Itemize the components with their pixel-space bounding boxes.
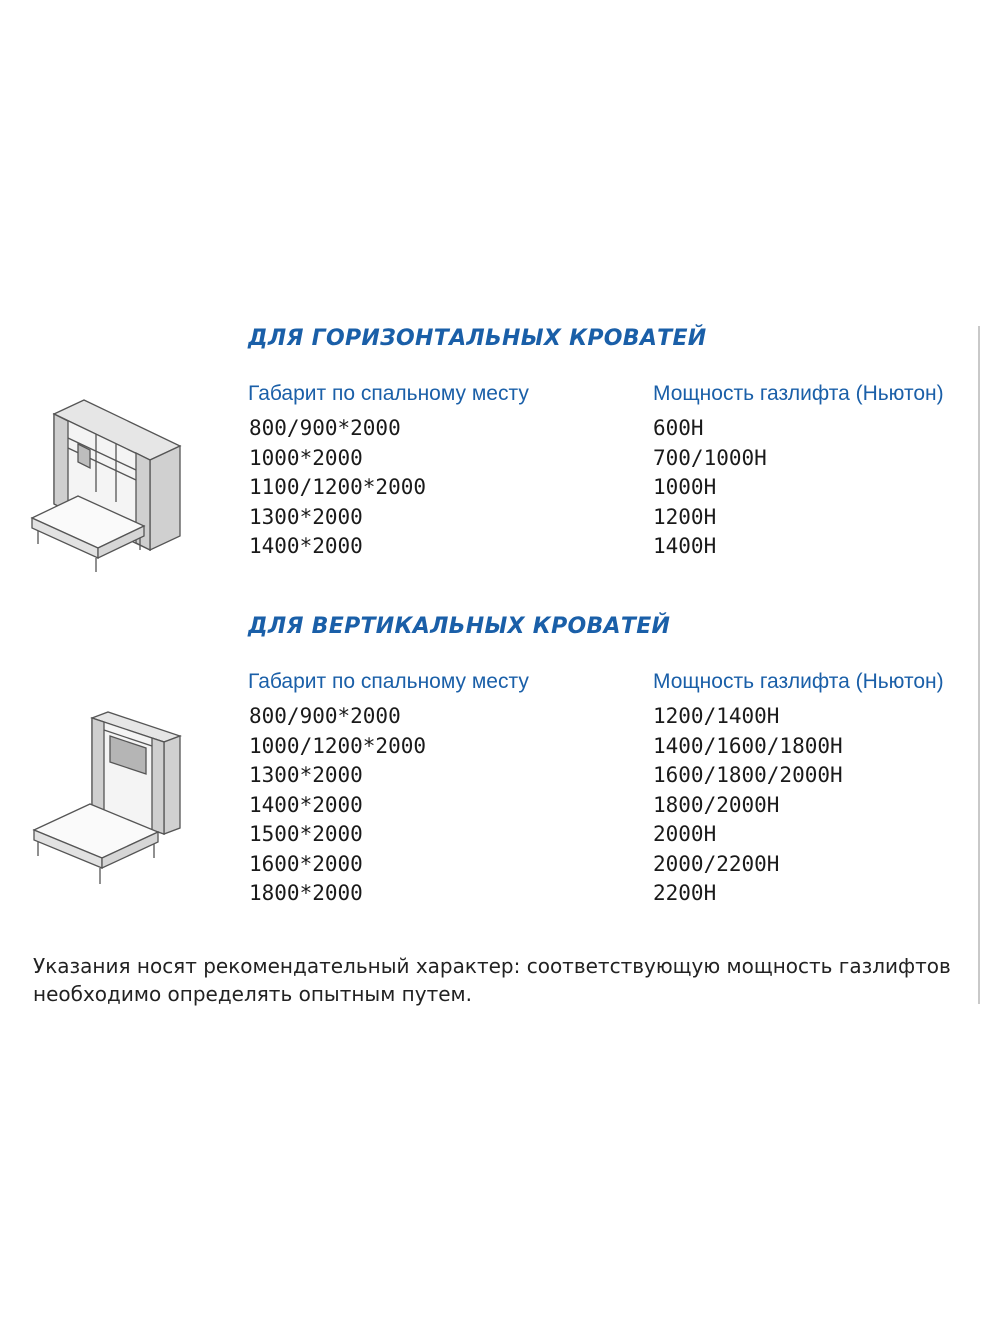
- column-header-size: Габарит по спальному месту: [248, 382, 529, 405]
- size-cell: 1300*2000: [249, 763, 363, 787]
- power-cell: 2000/2200Н: [653, 851, 780, 876]
- column-header-power: Мощность газлифта (Ньютон): [653, 382, 944, 405]
- power-cell: 2200Н: [653, 881, 717, 905]
- power-cell: 2000Н: [653, 822, 717, 846]
- power-cell: 1400Н: [653, 534, 717, 558]
- table-row: [0, 503, 1000, 533]
- table-row: [0, 702, 1000, 732]
- power-cell: 1000Н: [653, 475, 717, 499]
- table-row: [0, 473, 1000, 503]
- table-row: [0, 732, 1000, 762]
- table-row: [0, 444, 1000, 474]
- size-cell: 1800*2000: [249, 881, 363, 905]
- power-cell: 1600/1800/2000Н: [653, 763, 843, 787]
- size-cell: 1100/1200*2000: [249, 475, 427, 499]
- table-row: [0, 532, 1000, 562]
- size-cell: 1000*2000: [249, 445, 363, 470]
- size-cell: 800/900*2000: [249, 704, 401, 728]
- size-cell: 1300*2000: [249, 504, 363, 529]
- power-cell: 1400/1600/1800Н: [653, 733, 843, 758]
- power-cell: 700/1000Н: [653, 445, 767, 470]
- power-cell: 600Н: [653, 416, 704, 440]
- size-cell: 1500*2000: [249, 822, 363, 846]
- power-cell: 1800/2000Н: [653, 792, 780, 817]
- size-cell: 1400*2000: [249, 792, 363, 817]
- table-row: [0, 820, 1000, 850]
- column-header-size: Габарит по спальному месту: [248, 670, 529, 693]
- section-title: ДЛЯ ВЕРТИКАЛЬНЫХ КРОВАТЕЙ: [248, 614, 671, 639]
- table-row: [0, 761, 1000, 791]
- section-title: ДЛЯ ГОРИЗОНТАЛЬНЫХ КРОВАТЕЙ: [248, 326, 707, 351]
- table-body: [0, 414, 1000, 562]
- table-body: [0, 702, 1000, 909]
- power-cell: 1200Н: [653, 504, 717, 529]
- size-cell: 800/900*2000: [249, 416, 401, 440]
- size-cell: 1400*2000: [249, 534, 363, 558]
- size-cell: 1000/1200*2000: [249, 733, 427, 758]
- column-header-power: Мощность газлифта (Ньютон): [653, 670, 944, 693]
- power-cell: 1200/1400Н: [653, 704, 780, 728]
- table-row: [0, 414, 1000, 444]
- table-row: [0, 791, 1000, 821]
- size-cell: 1600*2000: [249, 851, 363, 876]
- table-row: [0, 879, 1000, 909]
- recommendation-note: Указания носят рекомендательный характер: соответствующую мощность газлифтов необходимо определять опытным путем.: [33, 954, 951, 1006]
- table-row: [0, 850, 1000, 880]
